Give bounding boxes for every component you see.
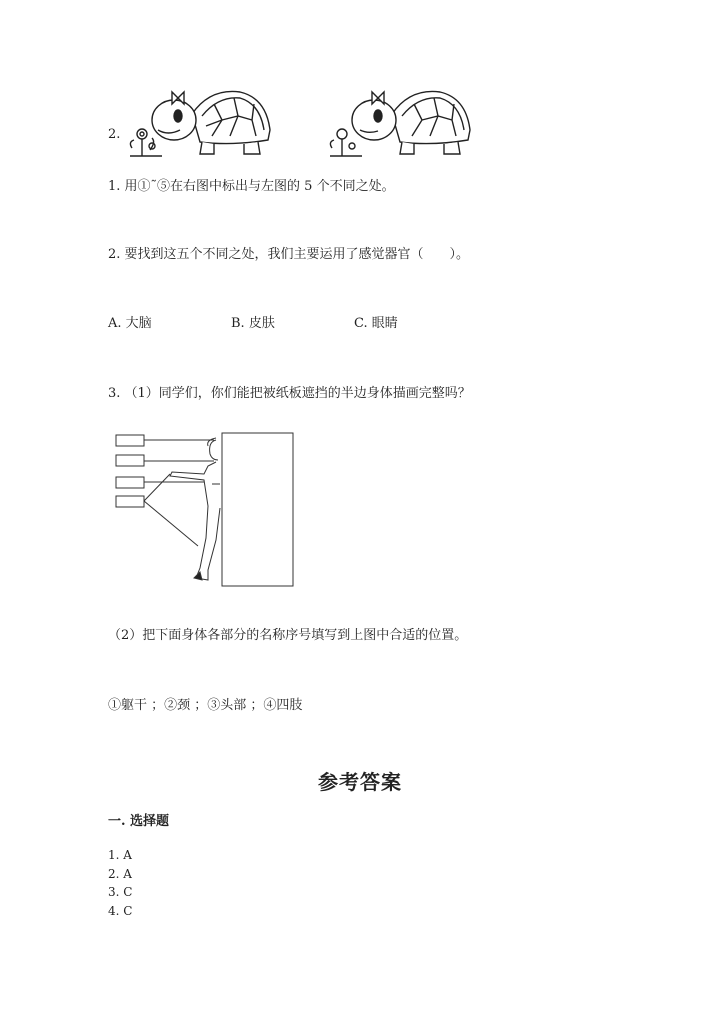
body-diagram	[112, 428, 298, 590]
option-b: B. 皮肤	[231, 316, 275, 331]
answer-section-heading: 一. 选择题	[108, 814, 170, 829]
label-box-1	[116, 435, 144, 446]
label-box-4	[116, 496, 144, 507]
body-parts-list: ①躯干 ；②颈 ；③头部 ；④四肢	[108, 698, 303, 713]
label-box-2	[116, 455, 144, 466]
answer-item: 3. C	[108, 885, 133, 899]
answer-item: 4. C	[108, 903, 133, 918]
turtle-right-illustration	[322, 86, 474, 158]
question-1-text: 1. 用①˜⑤在右图中标出与左图的 5 个不同之处。	[108, 179, 395, 194]
turtle-left-illustration	[122, 86, 274, 158]
question-2-text: 2. 要找到这五个不同之处，我们主要运用了感觉器官（ ）。	[108, 247, 470, 262]
question-3-part-1: 3. （1）同学们，你们能把被纸板遮挡的半边身体描画完整吗？	[108, 386, 471, 401]
question-number: 2.	[108, 127, 121, 142]
answer-item: 2. A	[108, 866, 132, 881]
question-3-part-2: （2）把下面身体各部分的名称序号填写到上图中合适的位置。	[108, 628, 468, 643]
label-box-3	[116, 477, 144, 488]
option-c: C. 眼睛	[354, 316, 398, 331]
answer-list	[108, 846, 132, 920]
option-a: A. 大脑	[108, 316, 152, 331]
answer-item: 1. A	[108, 848, 132, 862]
answer-key-title: 参考答案	[318, 770, 402, 794]
